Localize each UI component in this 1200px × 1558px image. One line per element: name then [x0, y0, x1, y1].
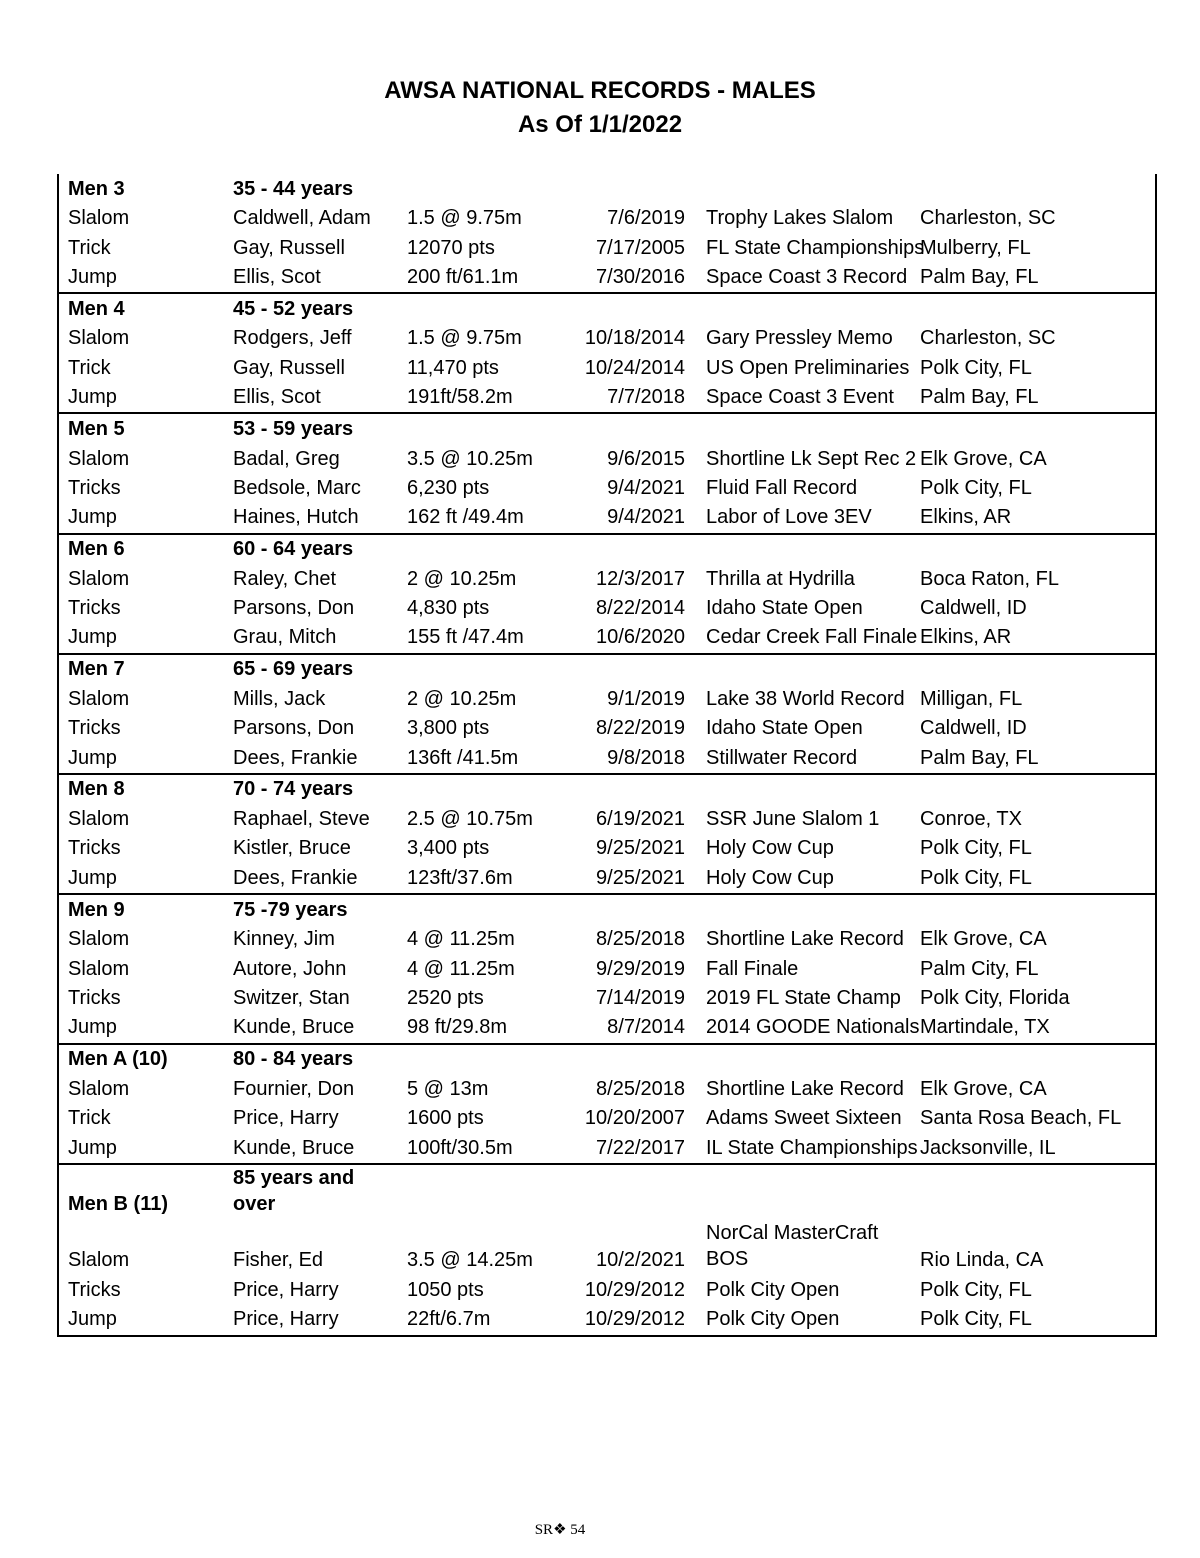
- record-row: [59, 1218, 1155, 1276]
- division-label: Men 4: [68, 297, 125, 320]
- score-cell: 200 ft/61.1m: [407, 265, 519, 288]
- date-cell: 9/25/2021: [596, 837, 685, 860]
- location-cell: Palm Bay, FL: [920, 386, 1039, 409]
- date-cell: 8/25/2018: [596, 928, 685, 951]
- division-label: Men B (11): [68, 1192, 169, 1215]
- tournament-cell: Polk City Open: [706, 1278, 840, 1301]
- event-cell: Slalom: [68, 687, 130, 710]
- date-cell: 9/4/2021: [607, 476, 685, 499]
- location-cell: Jacksonville, IL: [920, 1136, 1056, 1159]
- date-cell: 10/2/2021: [596, 1248, 685, 1271]
- division-label: Men 8: [68, 778, 125, 801]
- date-cell: 8/22/2019: [596, 717, 685, 740]
- record-row: [59, 714, 1155, 743]
- division-group: [59, 893, 1155, 1043]
- score-cell: 11,470 pts: [407, 356, 499, 379]
- record-row: [59, 1133, 1155, 1162]
- date-cell: 7/17/2005: [596, 236, 685, 259]
- age-range: 70 - 74 years: [233, 778, 354, 801]
- location-cell: Polk City, FL: [920, 1278, 1032, 1301]
- event-cell: Jump: [68, 746, 117, 769]
- name-cell: Raley, Chet: [233, 567, 337, 590]
- event-cell: Jump: [68, 1016, 117, 1039]
- event-cell: Slalom: [68, 1248, 130, 1271]
- division-header-row: [59, 775, 1155, 805]
- event-cell: Slalom: [68, 327, 130, 350]
- division-label: Men 3: [68, 177, 125, 200]
- tournament-cell: Idaho State Open: [706, 717, 863, 740]
- tournament-cell: 2014 GOODE Nationals: [706, 1016, 920, 1039]
- location-cell: Polk City, FL: [920, 476, 1032, 499]
- location-cell: Martindale, TX: [920, 1016, 1050, 1039]
- event-cell: Trick: [68, 1107, 111, 1130]
- location-cell: Polk City, FL: [920, 837, 1032, 860]
- location-cell: Elkins, AR: [920, 626, 1012, 649]
- division-header-row: [59, 895, 1155, 925]
- location-cell: Polk City, FL: [920, 866, 1032, 889]
- score-cell: 12070 pts: [407, 236, 495, 259]
- event-cell: Jump: [68, 265, 117, 288]
- score-cell: 191ft/58.2m: [407, 386, 513, 409]
- record-row: [59, 623, 1155, 652]
- record-row: [59, 1013, 1155, 1042]
- record-row: [59, 474, 1155, 503]
- name-cell: Ellis, Scot: [233, 386, 321, 409]
- date-cell: 12/3/2017: [596, 567, 685, 590]
- division-header-row: [59, 1165, 1155, 1218]
- age-range: [233, 1165, 407, 1218]
- title-line-1: AWSA NATIONAL RECORDS - MALES: [384, 77, 816, 104]
- record-row: [59, 383, 1155, 412]
- date-cell: 6/19/2021: [596, 808, 685, 831]
- tournament-cell: Fall Finale: [706, 957, 799, 980]
- event-cell: Jump: [68, 1136, 117, 1159]
- division-header-row: [59, 535, 1155, 565]
- score-cell: 4 @ 11.25m: [407, 928, 515, 951]
- event-cell: Jump: [68, 1308, 117, 1331]
- location-cell: Mulberry, FL: [920, 236, 1031, 259]
- name-cell: Haines, Hutch: [233, 506, 359, 529]
- record-row: [59, 1075, 1155, 1104]
- record-row: [59, 1104, 1155, 1133]
- division-header-row: [59, 414, 1155, 444]
- name-cell: Kinney, Jim: [233, 928, 335, 951]
- score-cell: 2 @ 10.25m: [407, 687, 517, 710]
- date-cell: 9/25/2021: [596, 866, 685, 889]
- score-cell: 4 @ 11.25m: [407, 957, 515, 980]
- age-range: 75 -79 years: [233, 898, 348, 921]
- date-cell: 8/25/2018: [596, 1077, 685, 1100]
- score-cell: 2.5 @ 10.75m: [407, 808, 533, 831]
- location-cell: Polk City, Florida: [920, 987, 1070, 1009]
- record-row: [59, 864, 1155, 893]
- score-cell: 22ft/6.7m: [407, 1308, 491, 1331]
- event-cell: Tricks: [68, 476, 121, 499]
- date-cell: 8/22/2014: [596, 597, 685, 620]
- event-cell: Slalom: [68, 207, 130, 230]
- location-cell: Elk Grove, CA: [920, 447, 1047, 470]
- date-cell: 10/29/2012: [584, 1278, 685, 1301]
- location-cell: Milligan, FL: [920, 687, 1023, 710]
- records-table: [57, 174, 1157, 1337]
- event-cell: Trick: [68, 236, 111, 259]
- record-row: [59, 324, 1155, 353]
- date-cell: 7/6/2019: [607, 207, 685, 230]
- score-cell: 3,800 pts: [407, 717, 490, 740]
- tournament-cell: SSR June Slalom 1: [706, 808, 880, 831]
- name-cell: Badal, Greg: [233, 447, 340, 470]
- name-cell: Raphael, Steve: [233, 808, 370, 831]
- location-cell: Charleston, SC: [920, 207, 1056, 230]
- score-cell: 2520 pts: [407, 987, 484, 1009]
- event-cell: Slalom: [68, 808, 130, 831]
- name-cell: Kunde, Bruce: [233, 1136, 355, 1159]
- tournament-cell: Gary Pressley Memo: [706, 327, 893, 350]
- name-cell: Caldwell, Adam: [233, 207, 371, 230]
- name-cell: Kistler, Bruce: [233, 837, 351, 860]
- score-cell: 6,230 pts: [407, 476, 490, 499]
- event-cell: Slalom: [68, 447, 130, 470]
- tournament-cell: [685, 1218, 920, 1276]
- division-group: [59, 292, 1155, 412]
- division-header-row: [59, 1045, 1155, 1075]
- event-cell: Tricks: [68, 987, 121, 1009]
- score-cell: 1600 pts: [407, 1107, 484, 1130]
- name-cell: Gay, Russell: [233, 236, 345, 259]
- score-cell: 1050 pts: [407, 1278, 484, 1301]
- location-cell: Caldwell, ID: [920, 717, 1027, 740]
- event-cell: Jump: [68, 866, 117, 889]
- tournament-cell: Adams Sweet Sixteen: [706, 1107, 902, 1130]
- event-cell: Tricks: [68, 597, 121, 620]
- tournament-cell: Fluid Fall Record: [706, 476, 858, 499]
- division-group: [59, 653, 1155, 773]
- location-cell: Polk City, FL: [920, 356, 1032, 379]
- record-row: [59, 1276, 1155, 1305]
- date-cell: 10/24/2014: [584, 356, 685, 379]
- age-range-line-2: over: [233, 1193, 276, 1216]
- score-cell: 98 ft/29.8m: [407, 1016, 508, 1039]
- record-row: [59, 925, 1155, 954]
- date-cell: 10/20/2007: [584, 1107, 685, 1130]
- page-title: [0, 74, 1200, 142]
- name-cell: Bedsole, Marc: [233, 476, 361, 499]
- age-range: 35 - 44 years: [233, 177, 354, 200]
- tournament-cell: FL State Championships: [706, 236, 925, 259]
- score-cell: 155 ft /47.4m: [407, 626, 524, 649]
- score-cell: 100ft/30.5m: [407, 1136, 513, 1159]
- name-cell: Fournier, Don: [233, 1077, 355, 1100]
- record-row: [59, 503, 1155, 532]
- location-cell: Caldwell, ID: [920, 597, 1027, 620]
- date-cell: 8/7/2014: [607, 1016, 685, 1039]
- division-group: [59, 533, 1155, 653]
- tournament-cell: Holy Cow Cup: [706, 866, 834, 889]
- division-group: [59, 1043, 1155, 1163]
- division-label: Men 5: [68, 417, 125, 440]
- location-cell: Palm Bay, FL: [920, 746, 1039, 769]
- division-group: [59, 1163, 1155, 1335]
- name-cell: Price, Harry: [233, 1308, 339, 1331]
- location-cell: Charleston, SC: [920, 327, 1056, 350]
- location-cell: Boca Raton, FL: [920, 567, 1059, 590]
- name-cell: Gay, Russell: [233, 356, 345, 379]
- event-cell: Trick: [68, 356, 111, 379]
- record-row: [59, 594, 1155, 623]
- score-cell: 3.5 @ 14.25m: [407, 1248, 533, 1271]
- date-cell: 10/29/2012: [584, 1308, 685, 1331]
- score-cell: 4,830 pts: [407, 597, 490, 620]
- tournament-cell: Shortline Lake Record: [706, 1077, 904, 1100]
- event-cell: Jump: [68, 626, 117, 649]
- record-row: [59, 805, 1155, 834]
- tournament-cell: Space Coast 3 Event: [706, 386, 894, 409]
- event-cell: Slalom: [68, 957, 130, 980]
- tournament-cell: Idaho State Open: [706, 597, 863, 620]
- record-row: [59, 743, 1155, 772]
- record-row: [59, 233, 1155, 262]
- score-cell: 3,400 pts: [407, 837, 490, 860]
- name-cell: Rodgers, Jeff: [233, 327, 352, 350]
- score-cell: 5 @ 13m: [407, 1077, 489, 1100]
- tournament-cell: Polk City Open: [706, 1308, 840, 1331]
- event-cell: Jump: [68, 386, 117, 409]
- division-header-row: [59, 174, 1155, 204]
- tournament-line-2: BOS: [706, 1247, 749, 1270]
- name-cell: Fisher, Ed: [233, 1248, 324, 1271]
- division-group: [59, 174, 1155, 292]
- tournament-cell: 2019 FL State Champ: [706, 987, 901, 1009]
- name-cell: Price, Harry: [233, 1107, 339, 1130]
- date-cell: 9/4/2021: [607, 506, 685, 529]
- name-cell: Grau, Mitch: [233, 626, 337, 649]
- score-cell: 136ft /41.5m: [407, 746, 519, 769]
- tournament-line-1: NorCal MasterCraft: [706, 1221, 879, 1244]
- date-cell: 7/14/2019: [596, 987, 685, 1009]
- tournament-cell: Shortline Lk Sept Rec 2: [706, 447, 917, 470]
- tournament-cell: Holy Cow Cup: [706, 837, 834, 860]
- event-cell: Jump: [68, 506, 117, 529]
- title-line-2: As Of 1/1/2022: [517, 111, 683, 138]
- age-range: 45 - 52 years: [233, 297, 354, 320]
- location-cell: Palm City, FL: [920, 957, 1039, 980]
- date-cell: 9/8/2018: [607, 746, 685, 769]
- event-cell: Slalom: [68, 1077, 130, 1100]
- name-cell: Parsons, Don: [233, 597, 355, 620]
- name-cell: Dees, Frankie: [233, 866, 358, 889]
- location-cell: Santa Rosa Beach, FL: [920, 1107, 1122, 1130]
- tournament-cell: Space Coast 3 Record: [706, 265, 908, 288]
- score-cell: 162 ft /49.4m: [407, 506, 524, 529]
- name-cell: Parsons, Don: [233, 717, 355, 740]
- date-cell: 7/7/2018: [607, 386, 685, 409]
- tournament-cell: Shortline Lake Record: [706, 928, 904, 951]
- event-cell: Tricks: [68, 837, 121, 860]
- division-label: Men 9: [68, 898, 125, 921]
- date-cell: 9/29/2019: [596, 957, 685, 980]
- age-range: 60 - 64 years: [233, 538, 354, 561]
- tournament-cell: Stillwater Record: [706, 746, 858, 769]
- division-group: [59, 773, 1155, 893]
- division-header-row: [59, 294, 1155, 324]
- age-range-line-1: 85 years and: [233, 1167, 355, 1190]
- age-range: 53 - 59 years: [233, 417, 354, 440]
- tournament-cell: Lake 38 World Record: [706, 687, 905, 710]
- date-cell: 7/22/2017: [596, 1136, 685, 1159]
- score-cell: 123ft/37.6m: [407, 866, 513, 889]
- location-cell: Elkins, AR: [920, 506, 1012, 529]
- event-cell: Slalom: [68, 928, 130, 951]
- name-cell: Autore, John: [233, 957, 347, 980]
- division-label: Men 6: [68, 538, 125, 561]
- name-cell: Switzer, Stan: [233, 987, 350, 1009]
- page-footer: SR❖ 54: [534, 1522, 586, 1538]
- record-row: [59, 204, 1155, 233]
- record-row: [59, 834, 1155, 863]
- record-row: [59, 954, 1155, 983]
- score-cell: 1.5 @ 9.75m: [407, 207, 522, 230]
- location-cell: Conroe, TX: [920, 808, 1022, 831]
- name-cell: Dees, Frankie: [233, 746, 358, 769]
- date-cell: 9/1/2019: [607, 687, 685, 710]
- date-cell: 9/6/2015: [607, 447, 685, 470]
- record-row: [59, 1305, 1155, 1334]
- record-row: [59, 565, 1155, 594]
- tournament-cell: US Open Preliminaries: [706, 356, 910, 379]
- location-cell: Elk Grove, CA: [920, 1077, 1047, 1100]
- division-header-row: [59, 655, 1155, 685]
- location-cell: Polk City, FL: [920, 1308, 1032, 1331]
- score-cell: 2 @ 10.25m: [407, 567, 517, 590]
- location-cell: Palm Bay, FL: [920, 265, 1039, 288]
- date-cell: 10/6/2020: [596, 626, 685, 649]
- record-row: [59, 263, 1155, 292]
- score-cell: 1.5 @ 9.75m: [407, 327, 522, 350]
- name-cell: Price, Harry: [233, 1278, 339, 1301]
- tournament-cell: Thrilla at Hydrilla: [706, 567, 855, 590]
- record-row: [59, 354, 1155, 383]
- tournament-cell: Cedar Creek Fall Finale: [706, 626, 918, 649]
- tournament-cell: IL State Championships: [706, 1136, 918, 1159]
- tournament-cell: Trophy Lakes Slalom: [706, 207, 894, 230]
- name-cell: Ellis, Scot: [233, 265, 321, 288]
- event-cell: Tricks: [68, 717, 121, 740]
- event-cell: Tricks: [68, 1278, 121, 1301]
- tournament-cell: Labor of Love 3EV: [706, 506, 872, 529]
- record-row: [59, 685, 1155, 714]
- division-label: Men 7: [68, 658, 125, 681]
- division-label: Men A (10): [68, 1048, 168, 1071]
- location-cell: Elk Grove, CA: [920, 928, 1047, 951]
- division-group: [59, 412, 1155, 532]
- date-cell: 7/30/2016: [596, 265, 685, 288]
- age-range: 65 - 69 years: [233, 658, 354, 681]
- name-cell: Mills, Jack: [233, 687, 326, 710]
- record-row: [59, 444, 1155, 473]
- record-row: [59, 984, 1155, 1013]
- location-cell: Rio Linda, CA: [920, 1248, 1044, 1271]
- name-cell: Kunde, Bruce: [233, 1016, 355, 1039]
- age-range: 80 - 84 years: [233, 1048, 354, 1071]
- score-cell: 3.5 @ 10.25m: [407, 447, 533, 470]
- date-cell: 10/18/2014: [584, 327, 685, 350]
- event-cell: Slalom: [68, 567, 130, 590]
